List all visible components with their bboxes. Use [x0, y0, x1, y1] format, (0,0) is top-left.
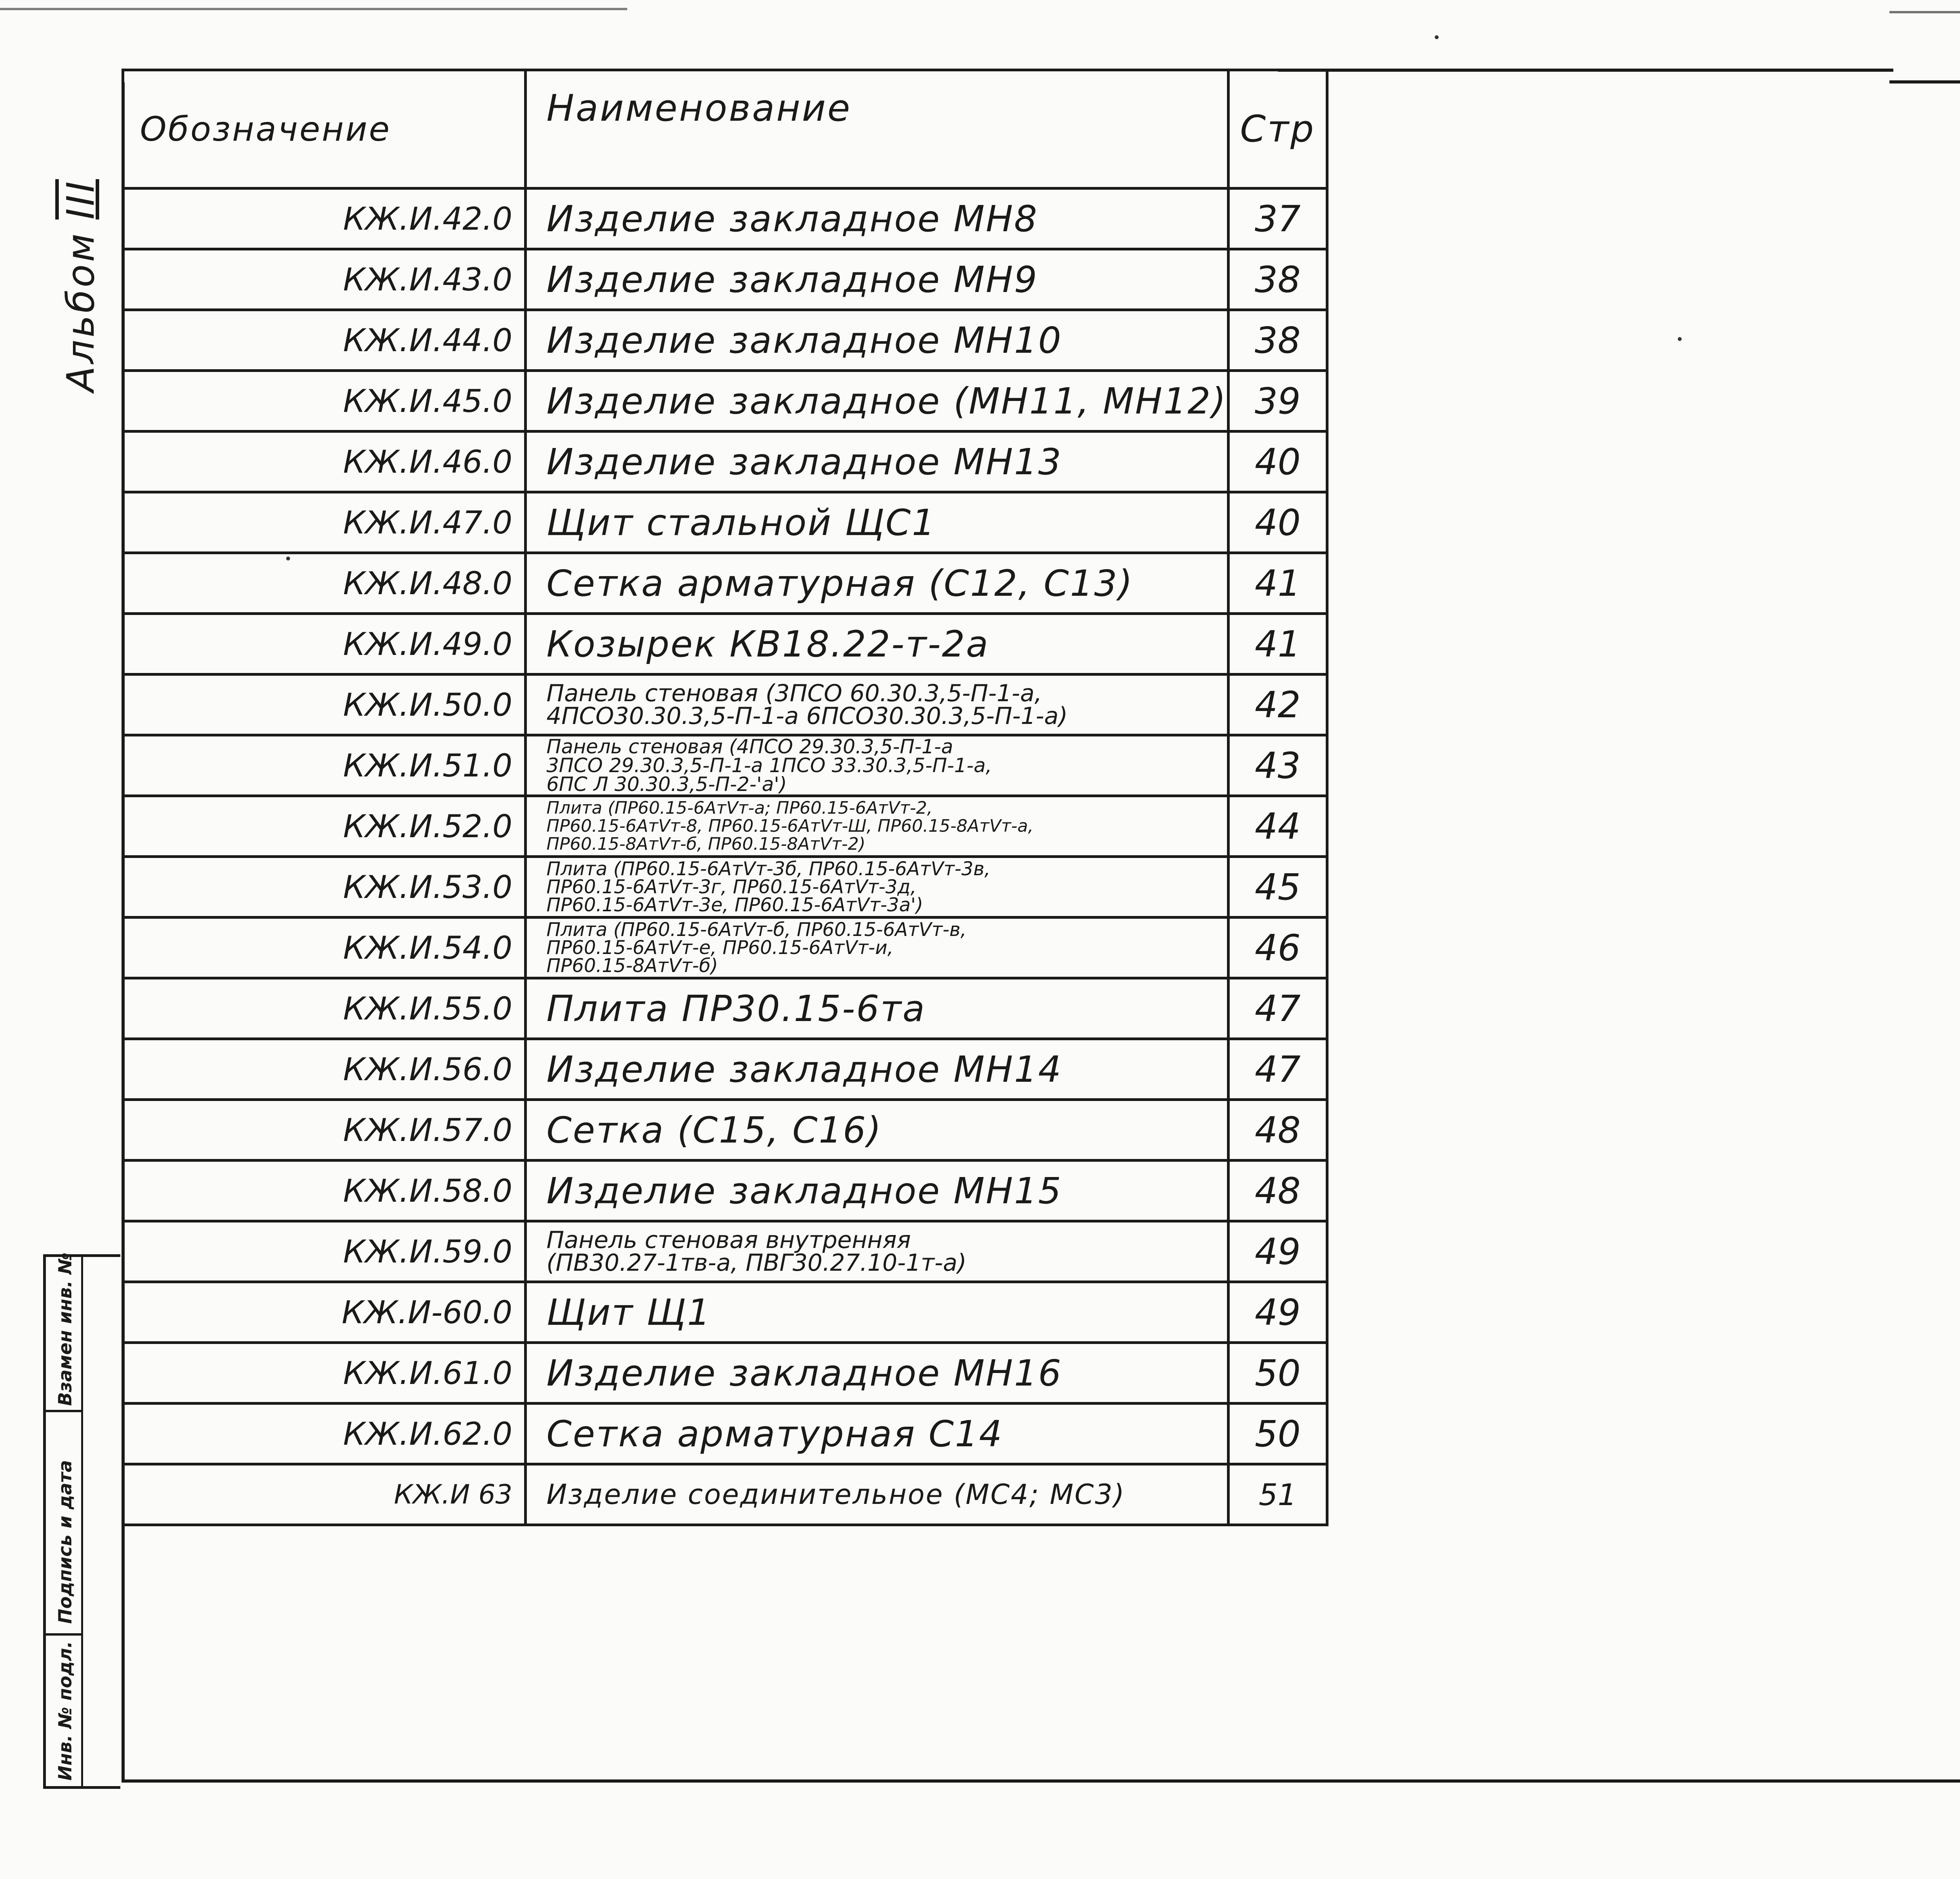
row-page: 42: [1228, 675, 1327, 735]
row-name-line: ПР60.15-6АтVт-3г, ПР60.15-6АтVт-3д,: [546, 876, 916, 898]
row-page: 48: [1228, 1161, 1327, 1221]
top-edge-line-left: [0, 8, 627, 10]
table-row: [123, 857, 1327, 918]
table-row: [123, 1221, 1327, 1282]
row-code: КЖ.И.58.0: [123, 1161, 526, 1221]
row-code: КЖ.И.56.0: [123, 1039, 526, 1100]
stamp-podpis-data: Подпись и дата: [54, 1460, 76, 1624]
row-page: 38: [1228, 249, 1327, 310]
side-stamp: [43, 1254, 120, 1789]
row-code: КЖ.И.61.0: [123, 1343, 526, 1404]
row-code: КЖ.И.47.0: [123, 492, 526, 553]
row-name-line: Панель стеновая (4ПСО 29.30.3,5-П-1-а: [546, 735, 953, 758]
row-name-line: Плита (ПР60.15-6АтVт-б, ПР60.15-6АтVт-в,: [546, 919, 967, 941]
table-row: [123, 978, 1327, 1039]
table-row: [123, 371, 1327, 432]
row-page: 39: [1228, 371, 1327, 432]
row-code: КЖ.И.55.0: [123, 978, 526, 1039]
row-name-line: Панель стеновая (3ПСО 60.30.3,5-П-1-а,: [546, 680, 1042, 707]
header-page: Стр: [1228, 70, 1327, 189]
row-name-line: Изделие закладное МН13: [546, 441, 1062, 483]
row-name-line: ПР60.15-6АтVт-е, ПР60.15-6АтVт-и,: [546, 937, 893, 959]
row-code: КЖ.И.46.0: [123, 432, 526, 492]
stamp-cell-inv: [46, 1633, 83, 1788]
row-name: [526, 1221, 1229, 1282]
row-page: 49: [1228, 1221, 1327, 1282]
row-name-line: Сетка арматурная С14: [546, 1413, 1004, 1455]
row-name-line: Сетка (С15, С16): [546, 1109, 882, 1151]
row-name-line: Изделие закладное МН15: [546, 1170, 1062, 1212]
row-code: КЖ.И.44.0: [123, 310, 526, 371]
row-name: [526, 614, 1229, 675]
album-number: III: [59, 179, 103, 220]
table-row: [123, 249, 1327, 310]
table-row: [123, 735, 1327, 796]
row-name-line: Плита (ПР60.15-6АтVт-а; ПР60.15-6АтVт-2,: [546, 798, 933, 818]
table-row: [123, 310, 1327, 371]
row-name-line: ПР60.15-6АтVт-8, ПР60.15-6АтVт-Ш, ПР60.15-8АтVт-а,: [546, 816, 1034, 836]
row-code: КЖ.И.53.0: [123, 857, 526, 918]
row-name: [526, 249, 1229, 310]
row-page: 44: [1228, 796, 1327, 857]
row-page: 46: [1228, 918, 1327, 978]
row-name: [526, 1404, 1229, 1464]
table-row: [123, 1464, 1327, 1525]
row-name: [526, 371, 1229, 432]
row-name: [526, 918, 1229, 978]
stamp-cell-vzam: [46, 1252, 83, 1410]
row-name: [526, 553, 1229, 614]
scan-speck: [1678, 337, 1682, 341]
row-code: КЖ.И-60.0: [123, 1282, 526, 1343]
row-name-line: 6ПС Л 30.30.3,5-П-2-'а'): [546, 773, 787, 796]
row-page: 45: [1228, 857, 1327, 918]
table-row: [123, 1039, 1327, 1100]
stamp-vzam-inv: Взамен инв. №: [54, 1252, 76, 1406]
row-name: [526, 1161, 1229, 1221]
row-name: [526, 675, 1229, 735]
row-page: 40: [1228, 492, 1327, 553]
row-name-line: Изделие закладное МН16: [546, 1352, 1062, 1394]
row-name: [526, 1282, 1229, 1343]
row-code: КЖ.И.50.0: [123, 675, 526, 735]
row-code: КЖ.И.49.0: [123, 614, 526, 675]
top-edge-line-right: [1889, 11, 1960, 13]
table-row: [123, 189, 1327, 249]
row-name-line: Козырек КВ18.22-т-2а: [546, 623, 989, 665]
row-name-line: Щит Щ1: [546, 1291, 711, 1333]
row-name-line: Изделие закладное МН9: [546, 258, 1038, 301]
row-page: 40: [1228, 432, 1327, 492]
table-row: [123, 675, 1327, 735]
table-row: [123, 1404, 1327, 1464]
row-page: 48: [1228, 1100, 1327, 1161]
table-body: [123, 189, 1327, 1525]
row-name-line: ПР60.15-6АтVт-3е, ПР60.15-6АтVт-3а'): [546, 894, 923, 916]
album-label-text: Альбом: [59, 231, 103, 392]
row-name-line: Щит стальной ЩС1: [546, 501, 936, 544]
row-code: КЖ.И.45.0: [123, 371, 526, 432]
row-name-line: ПР60.15-8АтVт-б, ПР60.15-8АтVт-2): [546, 834, 866, 854]
row-code: КЖ.И.54.0: [123, 918, 526, 978]
row-name-line: Панель стеновая внутренняя: [546, 1226, 911, 1254]
table-row: [123, 492, 1327, 553]
row-name-line: Изделие закладное (МН11, МН12): [546, 380, 1227, 422]
table-row: [123, 796, 1327, 857]
header-designation: Обозначение: [123, 70, 526, 189]
row-code: КЖ.И.48.0: [123, 553, 526, 614]
row-name-line: Сетка арматурная (С12, С13): [546, 562, 1134, 604]
table-header-row: [123, 70, 1327, 189]
row-code: КЖ.И.42.0: [123, 189, 526, 249]
scan-speck: [1435, 35, 1439, 39]
row-name-line: Изделие закладное МН8: [546, 198, 1038, 240]
table-row: [123, 918, 1327, 978]
row-page: 37: [1228, 189, 1327, 249]
row-name-line: Изделие закладное МН14: [546, 1048, 1062, 1090]
stamp-cell-podpis: [46, 1410, 83, 1636]
row-page: 43: [1228, 735, 1327, 796]
contents-table: [122, 69, 1328, 1526]
row-code: КЖ.И.59.0: [123, 1221, 526, 1282]
row-name: [526, 978, 1229, 1039]
row-page: 47: [1228, 1039, 1327, 1100]
table-row: [123, 553, 1327, 614]
row-page: 38: [1228, 310, 1327, 371]
row-name-line: 4ПСО30.30.3,5-П-1-а 6ПСО30.30.3,5-П-1-а): [546, 702, 1068, 730]
row-page: 50: [1228, 1404, 1327, 1464]
row-name: [526, 432, 1229, 492]
row-name-line: ПР60.15-8АтVт-б): [546, 955, 718, 977]
row-name-line: (ПВ30.27-1тв-а, ПВГ30.27.10-1т-а): [546, 1249, 967, 1277]
row-page: 41: [1228, 553, 1327, 614]
row-name: [526, 857, 1229, 918]
header-name: Наименование: [526, 70, 1229, 189]
table-row: [123, 614, 1327, 675]
row-name: [526, 1343, 1229, 1404]
row-name: [526, 1100, 1229, 1161]
row-name: [526, 310, 1229, 371]
row-code: КЖ.И 63: [123, 1464, 526, 1525]
row-page: 51: [1228, 1464, 1327, 1525]
row-code: КЖ.И.43.0: [123, 249, 526, 310]
row-code: КЖ.И.51.0: [123, 735, 526, 796]
row-code: КЖ.И.62.0: [123, 1404, 526, 1464]
stamp-inv-podl: Инв. № подл.: [54, 1641, 76, 1781]
row-name-line: 3ПСО 29.30.3,5-П-1-а 1ПСО 33.30.3,5-П-1-а,: [546, 754, 992, 777]
row-page: 47: [1228, 978, 1327, 1039]
row-page: 50: [1228, 1343, 1327, 1404]
row-name-line: Изделие закладное МН10: [546, 319, 1062, 361]
table-row: [123, 1161, 1327, 1221]
row-name: [526, 735, 1229, 796]
row-name-line: Изделие соединительное (МС4; МС3): [546, 1478, 1125, 1511]
row-page: 41: [1228, 614, 1327, 675]
row-page: 49: [1228, 1282, 1327, 1343]
row-code: КЖ.И.57.0: [123, 1100, 526, 1161]
table-row: [123, 1282, 1327, 1343]
row-name: [526, 1464, 1229, 1525]
row-code: КЖ.И.52.0: [123, 796, 526, 857]
header-rule: [1278, 69, 1893, 72]
table-row: [123, 432, 1327, 492]
table-row: [123, 1100, 1327, 1161]
album-label: [59, 179, 114, 392]
table-row: [123, 1343, 1327, 1404]
scan-speck: [286, 557, 290, 560]
row-name: [526, 189, 1229, 249]
row-name-line: Плита ПР30.15-6та: [546, 987, 926, 1030]
row-name-line: Плита (ПР60.15-6АтVт-3б, ПР60.15-6АтVт-3в,: [546, 858, 991, 880]
row-name: [526, 1039, 1229, 1100]
row-name: [526, 796, 1229, 857]
row-name: [526, 492, 1229, 553]
